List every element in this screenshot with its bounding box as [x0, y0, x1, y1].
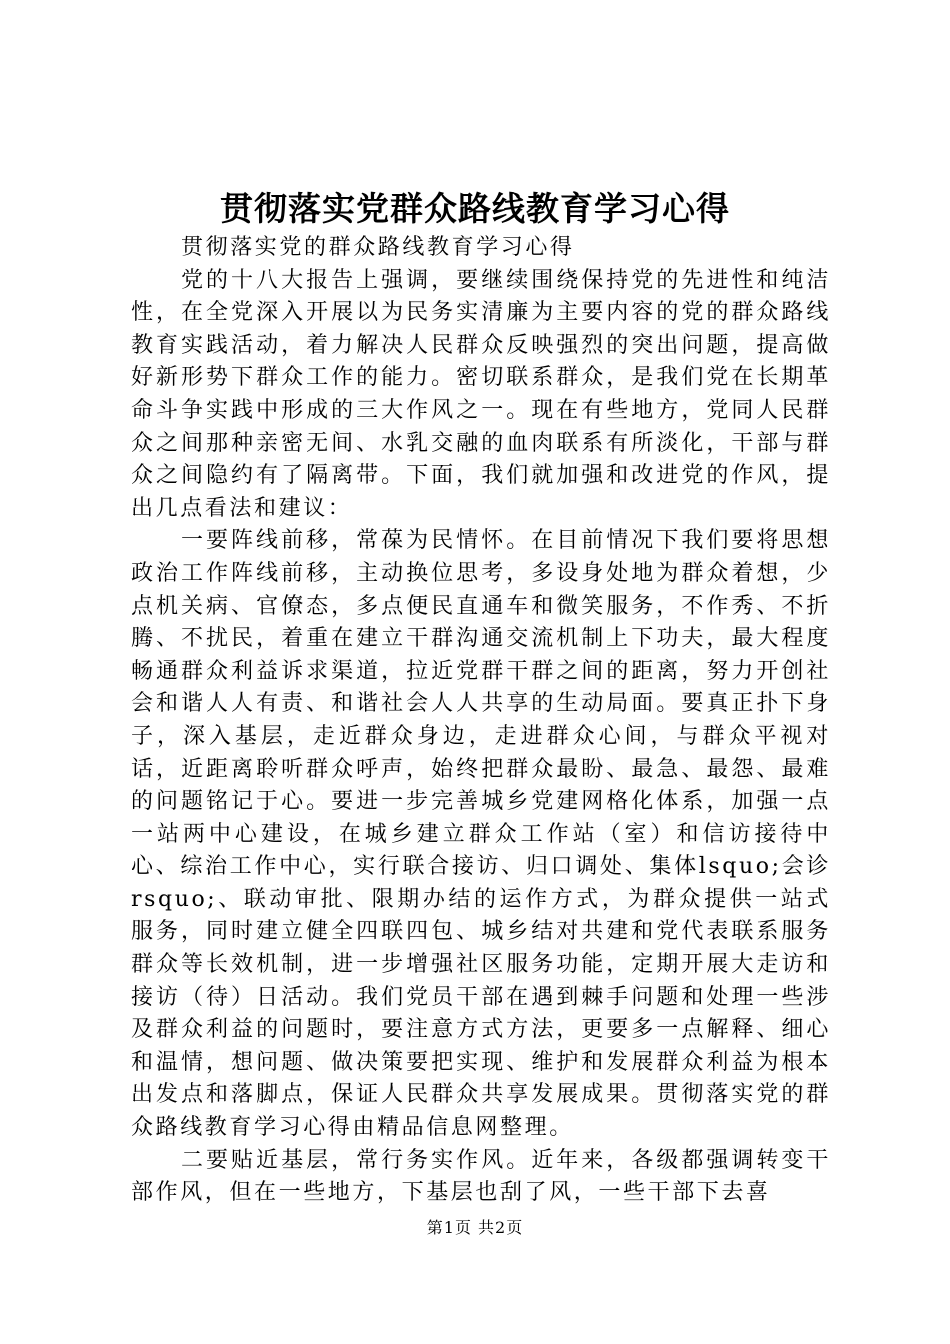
page-number-footer: 第1页 共2页	[426, 1218, 524, 1237]
document-title: 贯彻落实党群众路线教育学习心得	[220, 189, 730, 228]
body-paragraph-point-two: 二要贴近基层，常行务实作风。近年来，各级都强调转变干部作风，但在一些地方，下基层也刮了风，一些干部下去喜	[131, 1147, 831, 1206]
body-paragraph-point-one: 一要阵线前移，常葆为民情怀。在目前情况下我们要将思想政治工作阵线前移，主动换位思考，多设身处地为群众着想，少点机关病、官僚态，多点便民直通车和微笑服务，不作秀、不折腾、不扰民，着重在建立干群沟通交流机制上下功夫，最大程度畅通群众利益诉求渠道，拉近党群干群之间的距离，努力开创社会和谐人人有责、和谐社会人人共享的生动局面。要真正扑下身子，深入基层，走近群众身边，走进群众心间，与群众平视对话，近距离聆听群众呼声，始终把群众最盼、最急、最怨、最难的问题铭记于心。要进一步完善城乡党建网格化体系，加强一点一站两中心建设，在城乡建立群众工作站（室）和信访接待中心、综治工作中心，实行联合接访、归口调处、集体lsquo;会诊rsquo;、联动审批、限期办结的运作方式，为群众提供一站式服务，同时建立健全四联四包、城乡结对共建和党代表联系服务群众等长效机制，进一步增强社区服务功能，定期开展大走访和接访（待）日活动。我们党员干部在遇到棘手问题和处理一些涉及群众利益的问题时，要注意方式方法，更要多一点解释、细心和温情，想问题、做决策要把实现、维护和发展群众利益为根本出发点和落脚点，保证人民群众共享发展成果。贯彻落实党的群众路线教育学习心得由精品信息网整理。	[131, 528, 831, 1141]
body-paragraph-subtitle: 贯彻落实党的群众路线教育学习心得	[181, 235, 575, 260]
body-paragraph-intro: 党的十八大报告上强调，要继续围绕保持党的先进性和纯洁性，在全党深入开展以为民务实清廉为主要内容的党的群众路线教育实践活动，着力解决人民群众反映强烈的突出问题，提高做好新形势下群众工作的能力。密切联系群众，是我们党在长期革命斗争实践中形成的三大作风之一。现在有些地方，党同人民群众之间那种亲密无间、水乳交融的血肉联系有所淡化，干部与群众之间隐约有了隔离带。下面，我们就加强和改进党的作风，提出几点看法和建议：	[131, 267, 831, 521]
document-body	[131, 232, 831, 1210]
